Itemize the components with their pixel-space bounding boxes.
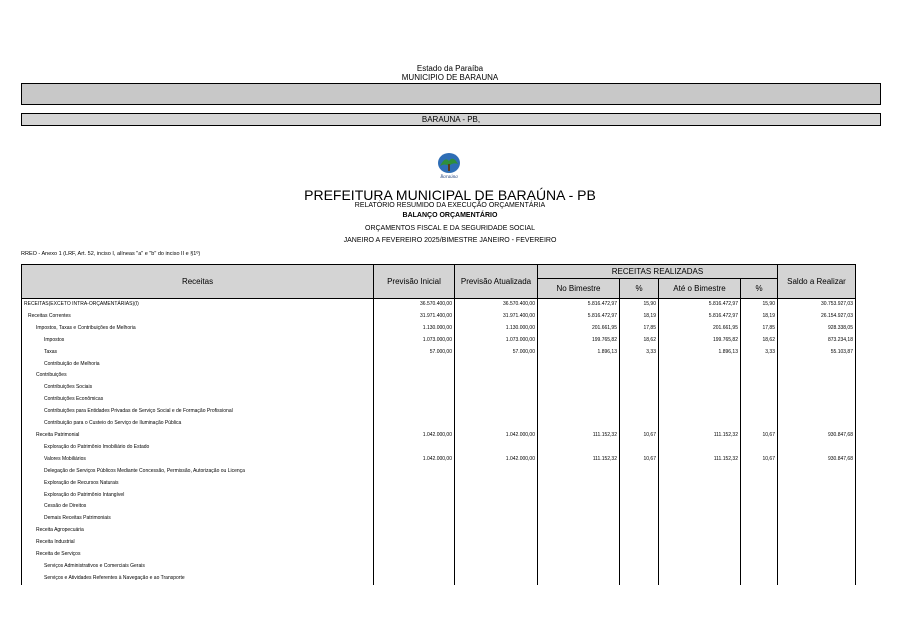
cell-ate-bimestre: 201.661,95	[659, 323, 741, 335]
cell-no-bimestre	[538, 478, 620, 490]
cell-previsao-inicial	[374, 370, 455, 382]
cell-no-bimestre	[538, 490, 620, 502]
cell-pct-bimestre: 10,67	[620, 430, 659, 442]
revenue-table	[21, 264, 856, 585]
cell-pct-bimestre: 3,33	[620, 347, 659, 359]
table-row	[22, 513, 856, 525]
cell-previsao-atualizada	[455, 513, 538, 525]
cell-no-bimestre	[538, 418, 620, 430]
cell-no-bimestre	[538, 525, 620, 537]
row-label: Demais Receitas Patrimoniais	[22, 513, 374, 525]
col-header-receitas: Receitas	[22, 265, 374, 299]
row-label: Contribuições Sociais	[22, 382, 374, 394]
cell-pct-bimestre	[620, 478, 659, 490]
table-row	[22, 311, 856, 323]
cell-no-bimestre: 1.896,13	[538, 347, 620, 359]
cell-previsao-atualizada	[455, 370, 538, 382]
prefeitura-title: PREFEITURA MUNICIPAL DE BARAÚNA - PB	[304, 187, 596, 203]
cell-pct-bimestre: 15,90	[620, 299, 659, 311]
table-row	[22, 442, 856, 454]
table-row	[22, 370, 856, 382]
table-row	[22, 501, 856, 513]
cell-ate-bimestre	[659, 537, 741, 549]
cell-saldo	[778, 370, 856, 382]
col-header-pct-ate: %	[741, 279, 778, 299]
cell-saldo	[778, 549, 856, 561]
cell-no-bimestre: 201.661,95	[538, 323, 620, 335]
cell-previsao-atualizada	[455, 537, 538, 549]
cell-previsao-atualizada: 1.042.000,00	[455, 430, 538, 442]
cell-no-bimestre: 5.816.472,97	[538, 299, 620, 311]
col-header-saldo: Saldo a Realizar	[778, 265, 856, 299]
cell-previsao-atualizada	[455, 573, 538, 585]
cell-ate-bimestre	[659, 525, 741, 537]
cell-no-bimestre	[538, 394, 620, 406]
cell-previsao-atualizada	[455, 490, 538, 502]
cell-saldo	[778, 501, 856, 513]
cell-ate-bimestre	[659, 359, 741, 371]
cell-previsao-atualizada	[455, 394, 538, 406]
col-header-receitas-realizadas: RECEITAS REALIZADAS	[538, 265, 778, 279]
cell-no-bimestre: 111.152,32	[538, 430, 620, 442]
city-band: BARAUNA - PB,	[21, 113, 881, 126]
balance-title: BALANÇO ORÇAMENTÁRIO	[402, 212, 498, 219]
cell-ate-bimestre	[659, 573, 741, 585]
cell-previsao-inicial	[374, 442, 455, 454]
cell-previsao-inicial: 1.042.000,00	[374, 430, 455, 442]
row-label: Contribuições Econômicas	[22, 394, 374, 406]
cell-pct-ate	[741, 525, 778, 537]
cell-saldo: 930.847,68	[778, 454, 856, 466]
header-gray-bar	[21, 83, 881, 105]
table-row	[22, 347, 856, 359]
cell-previsao-atualizada	[455, 561, 538, 573]
table-row	[22, 537, 856, 549]
cell-previsao-inicial	[374, 478, 455, 490]
cell-pct-ate: 3,33	[741, 347, 778, 359]
cell-pct-bimestre: 18,62	[620, 335, 659, 347]
cell-previsao-atualizada: 31.971.400,00	[455, 311, 538, 323]
cell-ate-bimestre: 199.765,82	[659, 335, 741, 347]
budgets-title: ORÇAMENTOS FISCAL E DA SEGURIDADE SOCIAL	[365, 225, 535, 232]
cell-previsao-atualizada	[455, 466, 538, 478]
cell-previsao-inicial	[374, 501, 455, 513]
cell-previsao-inicial	[374, 537, 455, 549]
row-label: Exploração de Recursos Naturais	[22, 478, 374, 490]
row-label: Receita de Serviços	[22, 549, 374, 561]
cell-previsao-atualizada: 57.000,00	[455, 347, 538, 359]
cell-saldo	[778, 490, 856, 502]
cell-ate-bimestre	[659, 394, 741, 406]
cell-no-bimestre: 111.152,32	[538, 454, 620, 466]
report-title: RELATÓRIO RESUMIDO DA EXECUÇÃO ORÇAMENTÁRIA	[354, 202, 546, 209]
cell-ate-bimestre: 5.816.472,97	[659, 311, 741, 323]
cell-pct-ate	[741, 382, 778, 394]
cell-pct-ate: 15,90	[741, 299, 778, 311]
cell-pct-ate	[741, 573, 778, 585]
cell-saldo: 30.753.927,03	[778, 299, 856, 311]
cell-previsao-atualizada: 1.130.000,00	[455, 323, 538, 335]
cell-pct-bimestre	[620, 537, 659, 549]
cell-ate-bimestre	[659, 513, 741, 525]
cell-no-bimestre	[538, 549, 620, 561]
cell-pct-bimestre	[620, 370, 659, 382]
cell-previsao-inicial: 31.971.400,00	[374, 311, 455, 323]
period-title: JANEIRO A FEVEREIRO 2025/BIMESTRE JANEIRO - FEVEREIRO	[343, 237, 557, 244]
cell-previsao-inicial	[374, 513, 455, 525]
cell-previsao-atualizada	[455, 418, 538, 430]
cell-pct-bimestre	[620, 359, 659, 371]
row-label: Contribuições	[22, 370, 374, 382]
row-label: Serviços Administrativos e Comerciais Gerais	[22, 561, 374, 573]
cell-ate-bimestre	[659, 370, 741, 382]
cell-previsao-atualizada	[455, 478, 538, 490]
cell-pct-bimestre	[620, 573, 659, 585]
col-header-ate-bimestre: Até o Bimestre	[659, 279, 741, 299]
cell-ate-bimestre	[659, 501, 741, 513]
cell-previsao-atualizada: 36.570.400,00	[455, 299, 538, 311]
row-label: Contribuições para Entidades Privadas de Serviço Social e de Formação Profissional	[22, 406, 374, 418]
cell-pct-ate	[741, 406, 778, 418]
rreo-annex-label: RREO - Anexo 1 (LRF, Art. 52, inciso I, alíneas "a" e "b" do inciso II e §1º)	[21, 251, 201, 257]
cell-saldo: 55.103,87	[778, 347, 856, 359]
cell-previsao-atualizada	[455, 549, 538, 561]
table-row	[22, 454, 856, 466]
cell-no-bimestre	[538, 370, 620, 382]
cell-previsao-inicial	[374, 549, 455, 561]
cell-ate-bimestre	[659, 490, 741, 502]
table-row	[22, 561, 856, 573]
cell-previsao-atualizada	[455, 442, 538, 454]
cell-no-bimestre	[538, 561, 620, 573]
table-row	[22, 335, 856, 347]
table-row	[22, 573, 856, 585]
cell-pct-ate: 18,62	[741, 335, 778, 347]
cell-pct-bimestre: 10,67	[620, 454, 659, 466]
cell-previsao-atualizada	[455, 525, 538, 537]
cell-pct-ate	[741, 549, 778, 561]
logo-text: Baraúna	[440, 175, 458, 180]
col-header-previsao-inicial: Previsão Inicial	[374, 265, 455, 299]
cell-pct-ate	[741, 442, 778, 454]
row-label: Delegação de Serviços Públicos Mediante Concessão, Permissão, Autorização ou Licença	[22, 466, 374, 478]
cell-no-bimestre: 5.816.472,97	[538, 311, 620, 323]
cell-pct-bimestre: 17,85	[620, 323, 659, 335]
cell-previsao-inicial	[374, 359, 455, 371]
municipal-logo	[431, 152, 467, 180]
cell-saldo	[778, 394, 856, 406]
cell-pct-bimestre	[620, 406, 659, 418]
cell-saldo: 928.338,05	[778, 323, 856, 335]
table-row	[22, 299, 856, 311]
col-header-no-bimestre: No Bimestre	[538, 279, 620, 299]
row-label: Cessão de Direitos	[22, 501, 374, 513]
table-row	[22, 394, 856, 406]
cell-saldo	[778, 359, 856, 371]
cell-ate-bimestre	[659, 478, 741, 490]
cell-saldo	[778, 466, 856, 478]
cell-saldo	[778, 478, 856, 490]
state-name: Estado da Paraíba	[416, 64, 484, 73]
cell-saldo: 26.154.927,03	[778, 311, 856, 323]
table-row	[22, 323, 856, 335]
cell-pct-bimestre	[620, 561, 659, 573]
cell-pct-bimestre	[620, 549, 659, 561]
cell-pct-ate	[741, 513, 778, 525]
cell-previsao-inicial	[374, 525, 455, 537]
cell-pct-ate	[741, 561, 778, 573]
cell-no-bimestre	[538, 359, 620, 371]
cell-previsao-inicial	[374, 466, 455, 478]
cell-previsao-inicial: 1.130.000,00	[374, 323, 455, 335]
cell-previsao-inicial: 1.073.000,00	[374, 335, 455, 347]
cell-saldo	[778, 525, 856, 537]
row-label: Contribuição para o Custeio do Serviço de Iluminação Pública	[22, 418, 374, 430]
cell-ate-bimestre	[659, 382, 741, 394]
cell-pct-bimestre	[620, 513, 659, 525]
cell-pct-bimestre	[620, 382, 659, 394]
cell-previsao-inicial	[374, 418, 455, 430]
cell-saldo	[778, 442, 856, 454]
cell-pct-ate	[741, 501, 778, 513]
cell-ate-bimestre	[659, 442, 741, 454]
cell-no-bimestre	[538, 466, 620, 478]
cell-previsao-inicial	[374, 382, 455, 394]
cell-previsao-inicial: 1.042.000,00	[374, 454, 455, 466]
cell-no-bimestre	[538, 537, 620, 549]
row-label: Exploração do Patrimônio Imobiliário do Estado	[22, 442, 374, 454]
cell-ate-bimestre	[659, 466, 741, 478]
cell-previsao-inicial: 36.570.400,00	[374, 299, 455, 311]
row-label: Impostos, Taxas e Contribuições de Melhoria	[22, 323, 374, 335]
cell-pct-ate	[741, 394, 778, 406]
cell-ate-bimestre	[659, 561, 741, 573]
table-row	[22, 549, 856, 561]
cell-ate-bimestre	[659, 418, 741, 430]
cell-no-bimestre	[538, 442, 620, 454]
cell-no-bimestre	[538, 406, 620, 418]
cell-ate-bimestre	[659, 549, 741, 561]
cell-pct-bimestre	[620, 442, 659, 454]
cell-ate-bimestre: 1.896,13	[659, 347, 741, 359]
table-row	[22, 466, 856, 478]
row-label: Serviços e Atividades Referentes à Navegação e ao Transporte	[22, 573, 374, 585]
row-label: Impostos	[22, 335, 374, 347]
row-label: Valores Mobiliários	[22, 454, 374, 466]
cell-pct-ate: 10,67	[741, 454, 778, 466]
revenue-table-body	[22, 299, 856, 585]
cell-no-bimestre	[538, 501, 620, 513]
cell-previsao-inicial	[374, 490, 455, 502]
table-row	[22, 382, 856, 394]
cell-previsao-inicial	[374, 561, 455, 573]
cell-previsao-inicial: 57.000,00	[374, 347, 455, 359]
cell-pct-ate	[741, 478, 778, 490]
cell-previsao-inicial	[374, 406, 455, 418]
cell-saldo	[778, 537, 856, 549]
table-row	[22, 359, 856, 371]
row-label: Contribuição de Melhoria	[22, 359, 374, 371]
table-row	[22, 478, 856, 490]
logo-trunk-shape	[448, 164, 450, 171]
cell-previsao-inicial	[374, 573, 455, 585]
row-label: Receita Patrimonial	[22, 430, 374, 442]
row-label: Receitas Correntes	[22, 311, 374, 323]
cell-previsao-atualizada: 1.073.000,00	[455, 335, 538, 347]
cell-saldo: 873.234,18	[778, 335, 856, 347]
cell-saldo	[778, 513, 856, 525]
cell-saldo: 930.847,68	[778, 430, 856, 442]
col-header-pct-bimestre: %	[620, 279, 659, 299]
cell-pct-ate	[741, 370, 778, 382]
cell-pct-ate	[741, 490, 778, 502]
cell-previsao-atualizada	[455, 501, 538, 513]
cell-pct-ate: 10,67	[741, 430, 778, 442]
cell-previsao-inicial	[374, 394, 455, 406]
cell-pct-ate	[741, 537, 778, 549]
cell-no-bimestre	[538, 382, 620, 394]
cell-saldo	[778, 561, 856, 573]
cell-pct-ate	[741, 359, 778, 371]
cell-ate-bimestre	[659, 406, 741, 418]
cell-pct-ate	[741, 466, 778, 478]
cell-previsao-atualizada	[455, 406, 538, 418]
cell-pct-bimestre	[620, 466, 659, 478]
cell-ate-bimestre: 111.152,32	[659, 454, 741, 466]
cell-ate-bimestre: 5.816.472,97	[659, 299, 741, 311]
cell-saldo	[778, 382, 856, 394]
row-label: Receita Industrial	[22, 537, 374, 549]
table-row	[22, 418, 856, 430]
table-row	[22, 430, 856, 442]
table-row	[22, 490, 856, 502]
cell-pct-ate: 17,85	[741, 323, 778, 335]
row-label: RECEITAS(EXCETO INTRA-ORÇAMENTÁRIAS)(I)	[22, 299, 374, 311]
cell-ate-bimestre: 111.152,32	[659, 430, 741, 442]
cell-no-bimestre	[538, 573, 620, 585]
cell-saldo	[778, 406, 856, 418]
table-row	[22, 525, 856, 537]
cell-pct-bimestre	[620, 501, 659, 513]
cell-pct-bimestre	[620, 394, 659, 406]
cell-previsao-atualizada	[455, 382, 538, 394]
cell-pct-bimestre	[620, 418, 659, 430]
cell-pct-bimestre	[620, 490, 659, 502]
table-row	[22, 406, 856, 418]
cell-no-bimestre: 199.765,82	[538, 335, 620, 347]
cell-saldo	[778, 418, 856, 430]
row-label: Exploração do Patrimônio Intangível	[22, 490, 374, 502]
cell-previsao-atualizada: 1.042.000,00	[455, 454, 538, 466]
cell-pct-bimestre: 18,19	[620, 311, 659, 323]
cell-saldo	[778, 573, 856, 585]
cell-previsao-atualizada	[455, 359, 538, 371]
col-header-previsao-atualizada: Previsão Atualizada	[455, 265, 538, 299]
cell-pct-ate	[741, 418, 778, 430]
cell-no-bimestre	[538, 513, 620, 525]
municipality-name: MUNICIPIO DE BARAUNA	[401, 73, 499, 82]
row-label: Taxas	[22, 347, 374, 359]
row-label: Receita Agropecuária	[22, 525, 374, 537]
cell-pct-bimestre	[620, 525, 659, 537]
cell-pct-ate: 18,19	[741, 311, 778, 323]
